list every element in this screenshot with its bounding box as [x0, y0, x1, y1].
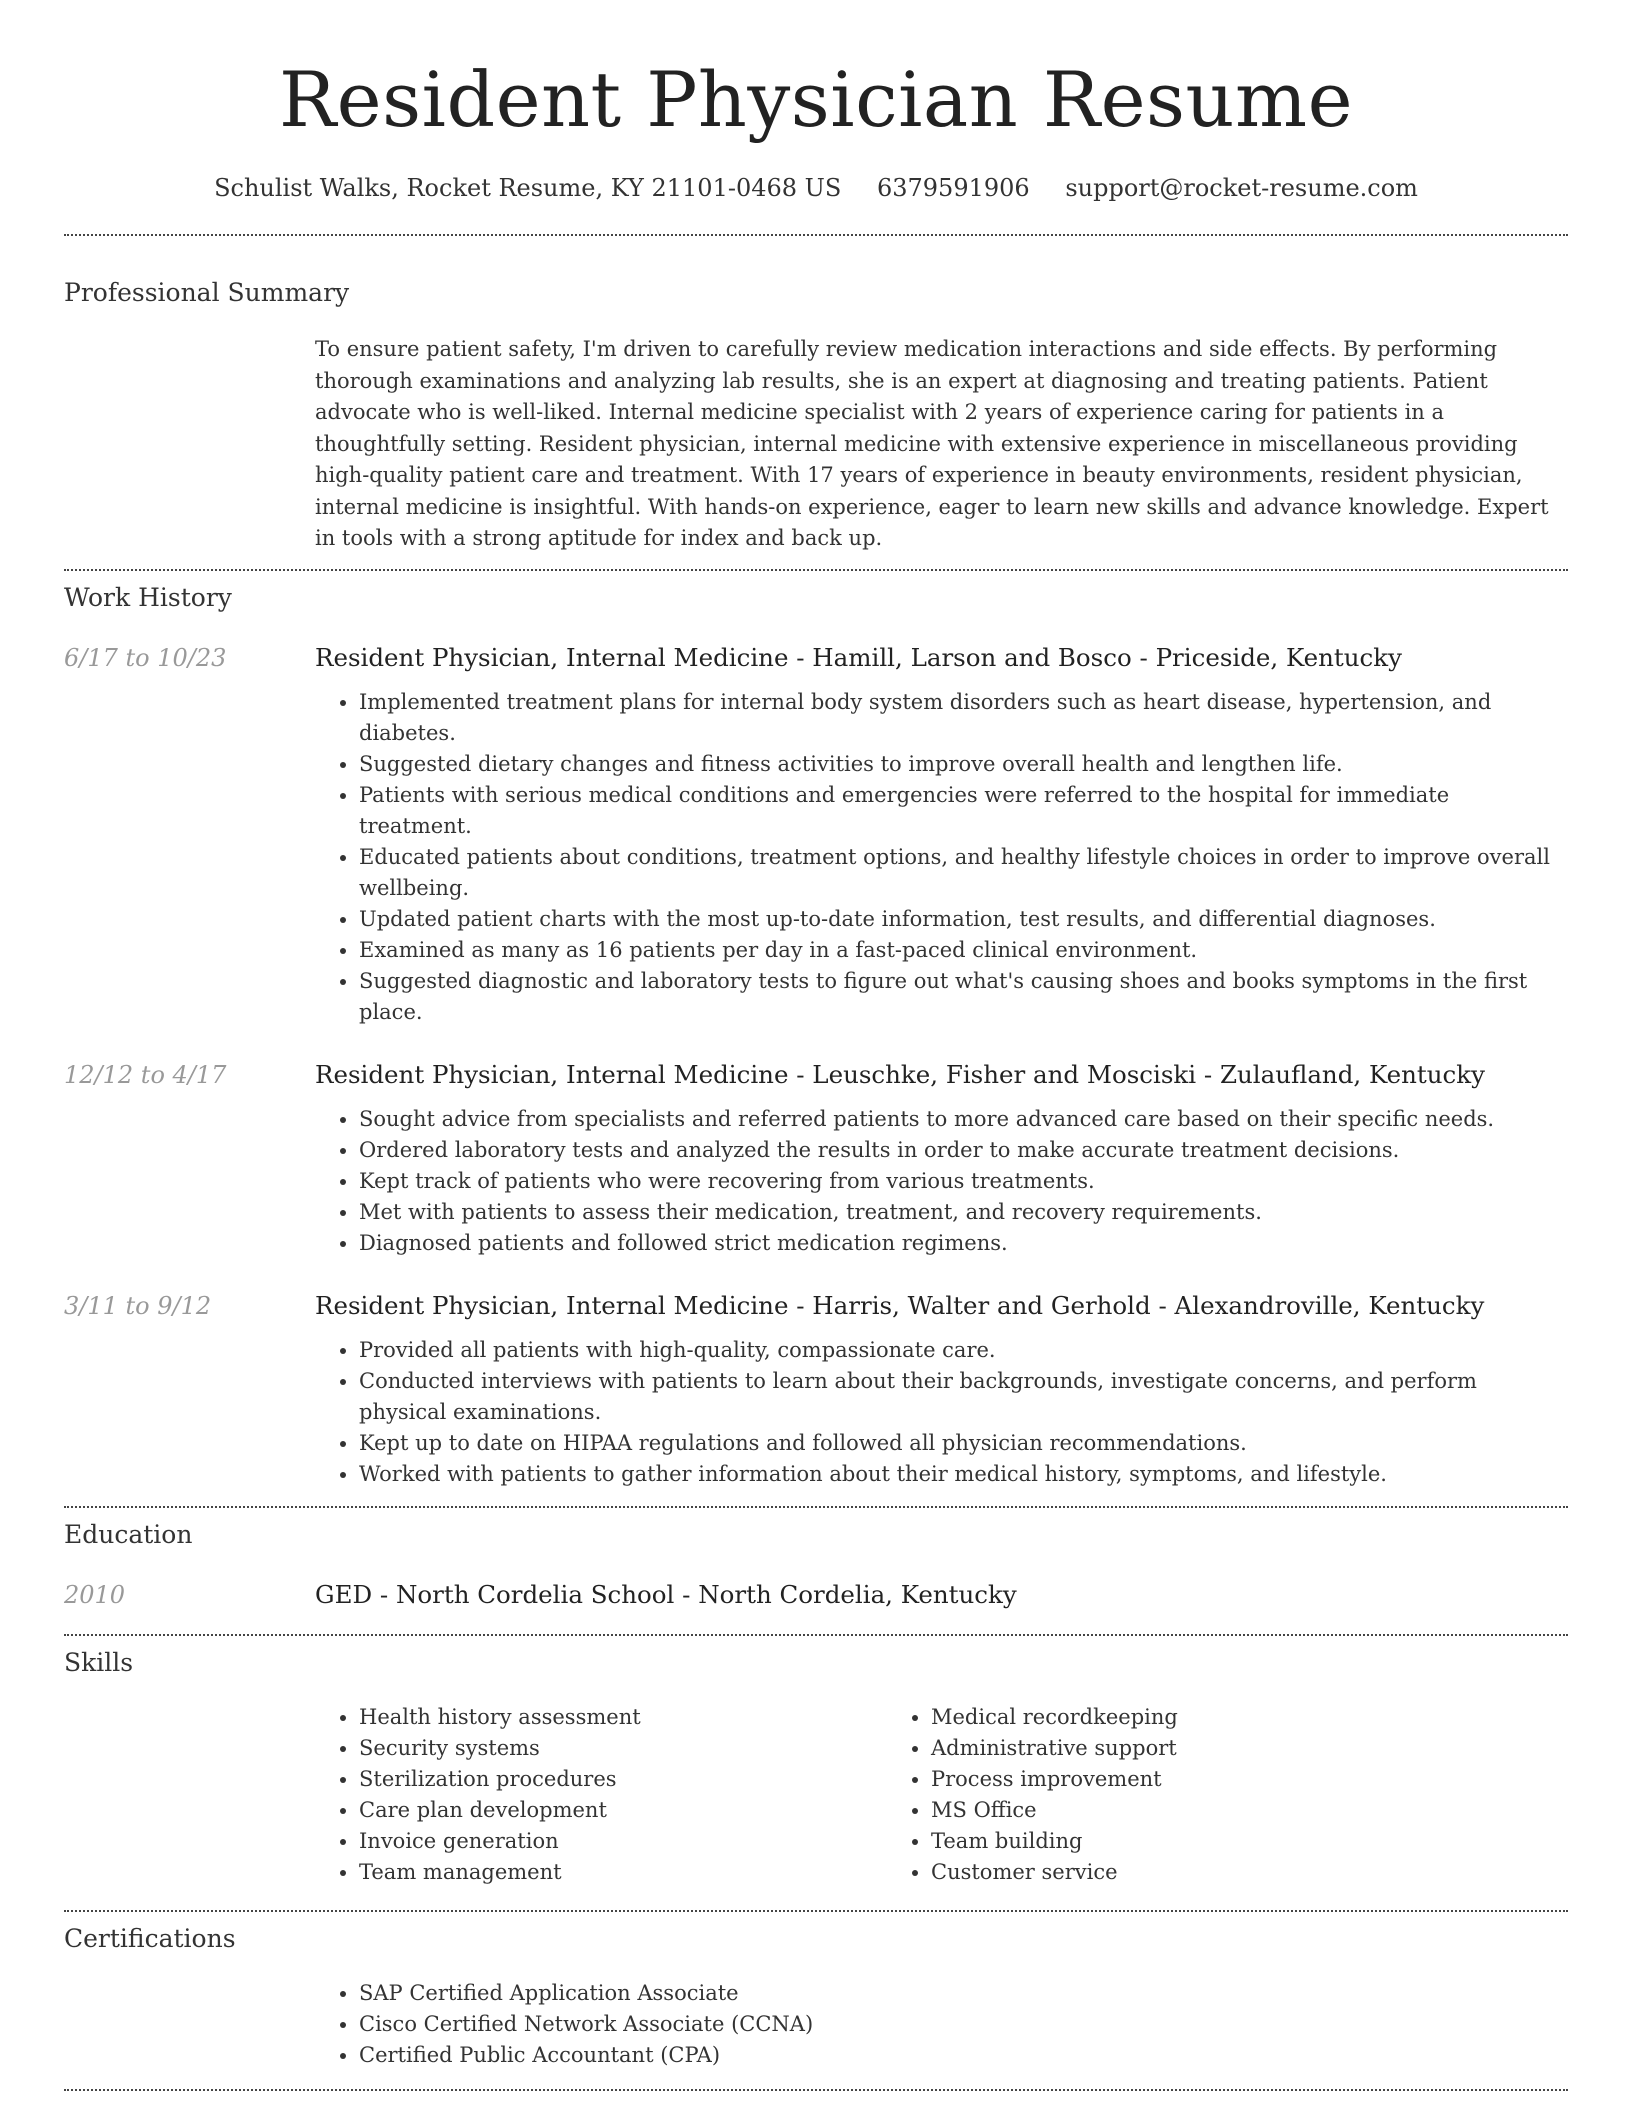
list-item: • Sterilization procedures [359, 1764, 887, 1795]
list-item: • Administrative support [931, 1733, 1459, 1764]
list-item: • Kept track of patients who were recovering from various treatments. [359, 1166, 1568, 1197]
contact-address: Schulist Walks, Rocket Resume, KY 21101-0468 US [214, 174, 842, 202]
list-item: • Diagnosed patients and followed strict medication regimens. [359, 1228, 1568, 1259]
list-item: • Implemented treatment plans for internal body system disorders such as heart disease, hypertension, and diabetes. [359, 687, 1568, 749]
certifications-heading: Certifications [64, 1923, 236, 1953]
list-item: • Examined as many as 16 patients per day in a fast-paced clinical environment. [359, 935, 1568, 966]
list-item: • Sought advice from specialists and referred patients to more advanced care based on their specific needs. [359, 1104, 1568, 1135]
summary-heading: Professional Summary [64, 278, 350, 307]
list-item: • Process improvement [931, 1764, 1459, 1795]
job-title: Resident Physician, Internal Medicine - Harris, Walter and Gerhold - Alexandroville, Kentucky [315, 1290, 1485, 1320]
resume-header [64, 0, 1568, 204]
list-item: • Met with patients to assess their medication, treatment, and recovery requirements. [359, 1197, 1568, 1228]
job-body [315, 641, 1568, 1028]
skills-heading: Skills [64, 1647, 134, 1677]
resume-title: Resident Physician Resume [278, 55, 1354, 144]
list-item: • Health history assessment [359, 1702, 887, 1733]
list-item: • Ordered laboratory tests and analyzed the results in order to make accurate treatment decisions. [359, 1135, 1568, 1166]
list-item: • Updated patient charts with the most up-to-date information, test results, and differential diagnoses. [359, 904, 1568, 935]
work-history-heading: Work History [64, 582, 232, 612]
list-item: • SAP Certified Application Associate [359, 1978, 1568, 2009]
summary-section [64, 236, 1568, 571]
list-item: • Invoice generation [359, 1826, 887, 1857]
summary-text: To ensure patient safety, I'm driven to carefully review medication interactions and side effects. By performing thorough examinations and analyzing lab results, she is an expert at diagnosing and treating patients. Patient advocate who is well-liked. Internal medicine specialist with 2 years of experience caring for patients in a thoughtfully setting. Resident physician, internal medicine with extensive experience in miscellaneous providing high-quality patient care and treatment. With 17 years of experience in beauty environments, resident physician, internal medicine is insightful. With hands-on experience, eager to learn new skills and advance knowledge. Expert in tools with a strong aptitude for index and back up. [315, 337, 1549, 550]
job-entry [64, 641, 1568, 1028]
job-body [315, 1058, 1568, 1259]
list-item: • Educated patients about conditions, treatment options, and healthy lifestyle choices in order to improve overall wellbeing. [359, 842, 1568, 904]
job-body [315, 1289, 1568, 1490]
education-section [64, 1508, 1568, 1636]
list-item: • Customer service [931, 1857, 1459, 1888]
job-bullets [315, 1335, 1568, 1490]
job-bullets [315, 1104, 1568, 1259]
education-detail: GED - North Cordelia School - North Cordelia, Kentucky [315, 1579, 1017, 1609]
list-item: • Suggested dietary changes and fitness activities to improve overall health and lengthen life. [359, 749, 1568, 780]
job-entry [64, 1289, 1568, 1490]
list-item: • Cisco Certified Network Associate (CCNA) [359, 2009, 1568, 2040]
list-item: • Patients with serious medical conditions and emergencies were referred to the hospital for immediate treatment. [359, 780, 1568, 842]
skills-column-left [315, 1702, 887, 1888]
list-item: • Security systems [359, 1733, 887, 1764]
contact-phone: 6379591906 [876, 174, 1030, 202]
list-item: • MS Office [931, 1795, 1459, 1826]
list-item: • Team building [931, 1826, 1459, 1857]
job-dates: 3/11 to 9/12 [64, 1291, 212, 1320]
list-item: • Care plan development [359, 1795, 887, 1826]
job-bullets [315, 687, 1568, 1028]
job-dates: 12/12 to 4/17 [64, 1060, 227, 1089]
list-item: • Conducted interviews with patients to learn about their backgrounds, investigate concerns, and perform physical examinations. [359, 1366, 1568, 1428]
job-title: Resident Physician, Internal Medicine - Hamill, Larson and Bosco - Priceside, Kentucky [315, 642, 1402, 672]
skills-column-right [887, 1702, 1459, 1888]
list-item: • Medical recordkeeping [931, 1702, 1459, 1733]
certifications-list [315, 1978, 1568, 2071]
list-item: • Certified Public Accountant (CPA) [359, 2040, 1568, 2071]
list-item: • Provided all patients with high-quality, compassionate care. [359, 1335, 1568, 1366]
skills-grid [315, 1702, 1568, 1888]
list-item: • Kept up to date on HIPAA regulations and followed all physician recommendations. [359, 1428, 1568, 1459]
contact-email: support@rocket-resume.com [1065, 174, 1418, 202]
list-item: • Worked with patients to gather information about their medical history, symptoms, and lifestyle. [359, 1459, 1568, 1490]
list-item: • Team management [359, 1857, 887, 1888]
job-title: Resident Physician, Internal Medicine - Leuschke, Fisher and Mosciski - Zulaufland, Kentucky [315, 1059, 1485, 1089]
work-history-section [64, 571, 1568, 1508]
certifications-section [64, 1912, 1568, 2091]
education-heading: Education [64, 1519, 193, 1549]
list-item: • Suggested diagnostic and laboratory tests to figure out what's causing shoes and books symptoms in the first place. [359, 966, 1568, 1028]
job-dates: 6/17 to 10/23 [64, 643, 227, 672]
job-entry [64, 1058, 1568, 1259]
skills-section [64, 1636, 1568, 1912]
contact-line [64, 172, 1568, 204]
education-entry [64, 1578, 1568, 1612]
education-year: 2010 [64, 1580, 126, 1609]
